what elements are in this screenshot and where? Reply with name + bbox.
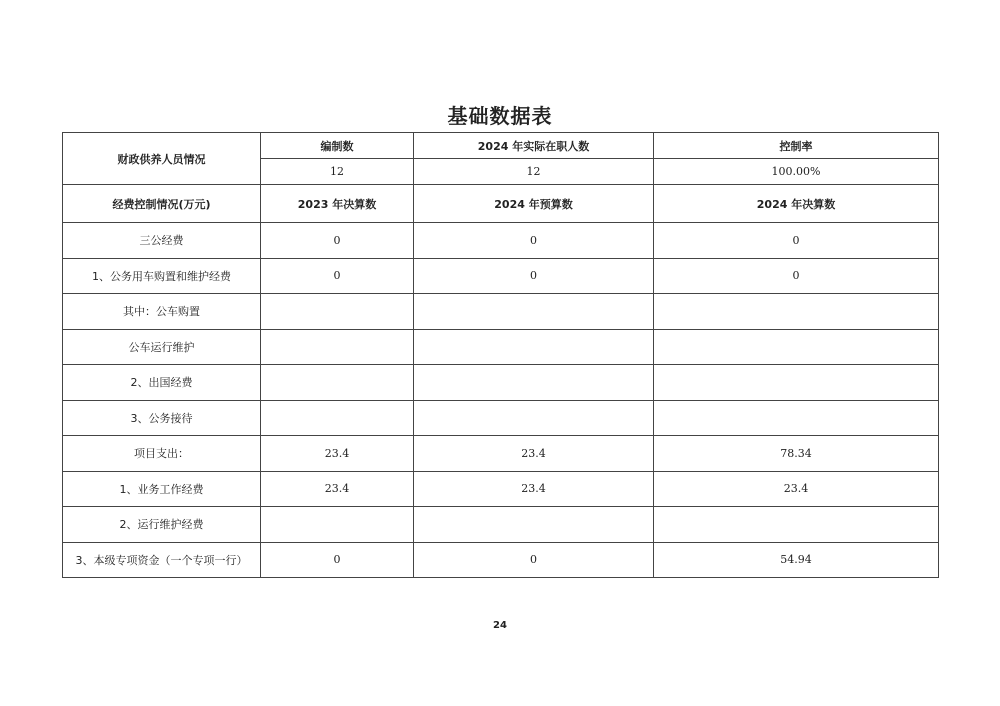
table-row	[63, 436, 939, 472]
row-value-2024-final: 54.94	[654, 542, 939, 578]
row-value-2024-final: 23.4	[654, 471, 939, 507]
row-label: 2、出国经费	[63, 365, 261, 401]
row-value-2023-final	[261, 365, 414, 401]
table-row	[63, 400, 939, 436]
row-label: 其中：公车购置	[63, 294, 261, 330]
row-label: 三公经费	[63, 223, 261, 259]
row-value-2023-final	[261, 400, 414, 436]
expense-header-row	[63, 185, 939, 223]
expense-header-2024-final: 2024 年决算数	[654, 185, 939, 223]
table-row	[63, 294, 939, 330]
staffing-label: 财政供养人员情况	[63, 133, 261, 185]
table-row	[63, 258, 939, 294]
basic-data-table	[62, 132, 939, 578]
table-row	[63, 365, 939, 401]
row-label: 2、运行维护经费	[63, 507, 261, 543]
row-value-2024-budget	[414, 507, 654, 543]
staffing-header-control-rate: 控制率	[654, 133, 939, 159]
page-title: 基础数据表	[447, 104, 553, 128]
staffing-header-actual: 2024 年实际在职人数	[414, 133, 654, 159]
row-value-2024-final	[654, 294, 939, 330]
expense-header-2024-budget: 2024 年预算数	[414, 185, 654, 223]
page-number: 24	[493, 620, 507, 631]
row-value-2024-final	[654, 329, 939, 365]
row-value-2024-final	[654, 365, 939, 401]
row-value-2024-budget	[414, 400, 654, 436]
row-value-2024-budget	[414, 365, 654, 401]
row-label: 项目支出：	[63, 436, 261, 472]
row-value-2024-final: 78.34	[654, 436, 939, 472]
staffing-header-row	[63, 133, 939, 159]
table-row	[63, 507, 939, 543]
row-value-2024-budget: 0	[414, 223, 654, 259]
row-value-2024-budget	[414, 294, 654, 330]
row-label: 1、公务用车购置和维护经费	[63, 258, 261, 294]
row-value-2023-final	[261, 329, 414, 365]
table-row	[63, 542, 939, 578]
table-row	[63, 471, 939, 507]
row-value-2023-final	[261, 294, 414, 330]
row-value-2023-final: 23.4	[261, 436, 414, 472]
row-value-2023-final: 23.4	[261, 471, 414, 507]
row-value-2024-budget: 23.4	[414, 471, 654, 507]
staffing-value-authorized: 12	[261, 159, 414, 185]
row-label: 3、本级专项资金（一个专项一行）	[63, 542, 261, 578]
table-row	[63, 223, 939, 259]
row-value-2023-final: 0	[261, 258, 414, 294]
staffing-value-control-rate: 100.00%	[654, 159, 939, 185]
expense-header-2023-final: 2023 年决算数	[261, 185, 414, 223]
row-value-2023-final: 0	[261, 542, 414, 578]
row-value-2023-final: 0	[261, 223, 414, 259]
table-row	[63, 329, 939, 365]
row-label: 3、公务接待	[63, 400, 261, 436]
expense-label: 经费控制情况(万元)	[63, 185, 261, 223]
row-value-2024-final	[654, 400, 939, 436]
row-value-2024-final: 0	[654, 258, 939, 294]
staffing-value-actual: 12	[414, 159, 654, 185]
staffing-header-authorized: 编制数	[261, 133, 414, 159]
row-value-2024-budget: 0	[414, 258, 654, 294]
row-value-2024-final	[654, 507, 939, 543]
row-value-2024-budget: 0	[414, 542, 654, 578]
row-label: 1、业务工作经费	[63, 471, 261, 507]
row-value-2024-final: 0	[654, 223, 939, 259]
row-value-2024-budget: 23.4	[414, 436, 654, 472]
row-value-2023-final	[261, 507, 414, 543]
row-value-2024-budget	[414, 329, 654, 365]
row-label: 公车运行维护	[63, 329, 261, 365]
